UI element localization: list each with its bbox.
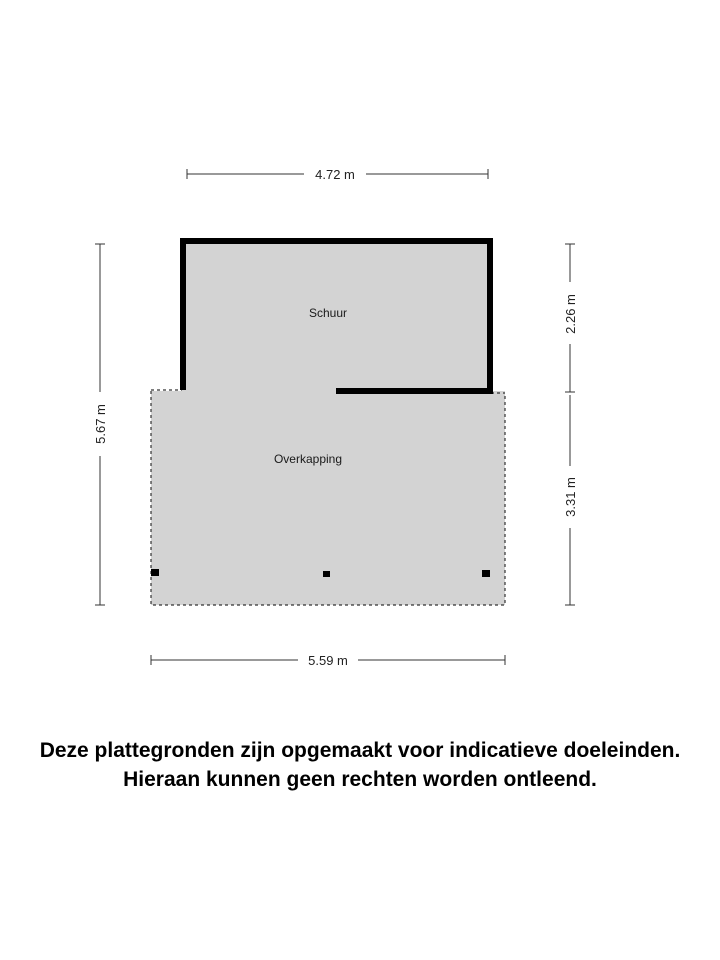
dimension-bottom-label: 5.59 m (308, 653, 348, 668)
dimension-left-label: 5.67 m (93, 404, 108, 444)
dimension-right-upper (563, 244, 578, 392)
dimension-right-upper-label: 2.26 m (563, 294, 578, 334)
dimension-top (187, 167, 488, 182)
dimension-bottom (151, 653, 505, 668)
dimension-left (93, 244, 108, 605)
column-middle (323, 571, 330, 577)
dimension-right-lower-label: 3.31 m (563, 477, 578, 517)
dimension-right-lower (563, 395, 578, 605)
disclaimer-line-1: Deze plattegronden zijn opgemaakt voor indicatieve doeleinden. (39, 739, 681, 762)
disclaimer-line-2: Hieraan kunnen geen rechten worden ontleend. (123, 768, 597, 791)
room-label-schuur: Schuur (308, 306, 348, 320)
room-label-overkapping: Overkapping (273, 452, 343, 466)
dimension-top-label: 4.72 m (315, 167, 355, 182)
column-left (151, 569, 159, 576)
column-right (482, 570, 490, 577)
